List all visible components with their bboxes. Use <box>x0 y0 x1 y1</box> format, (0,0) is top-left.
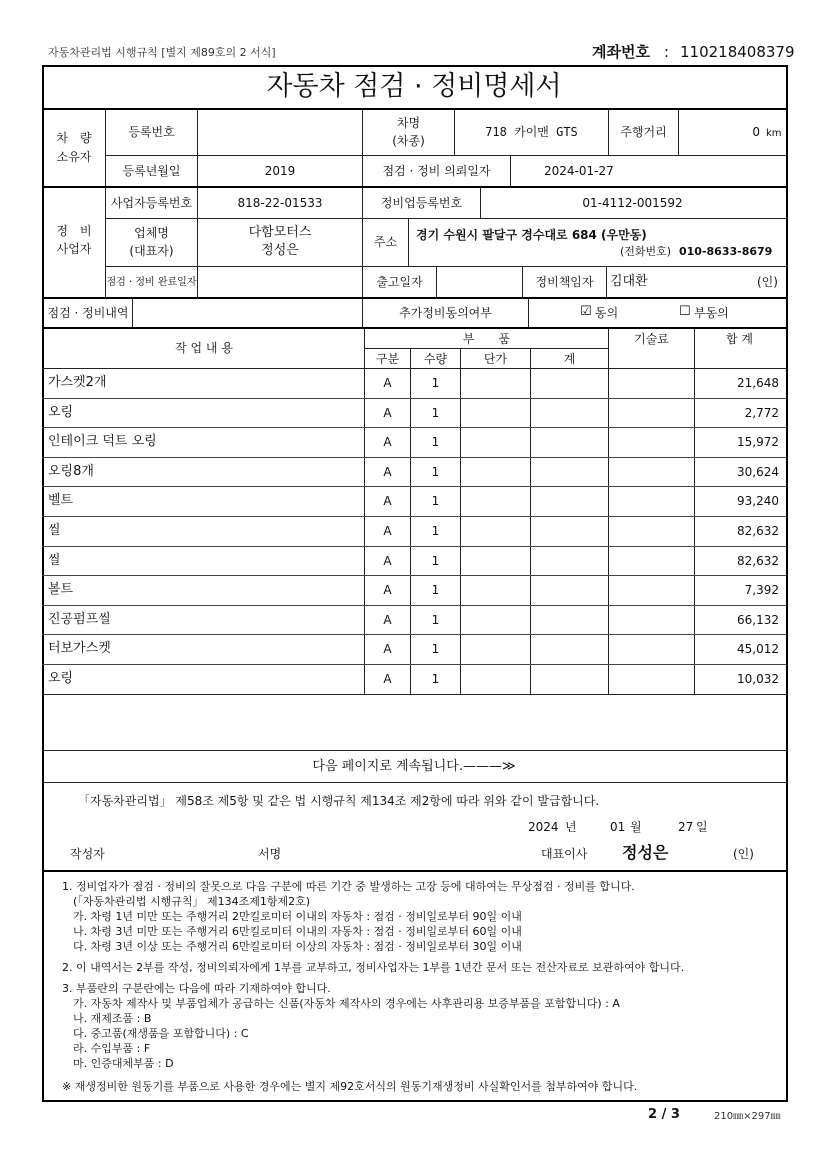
manager-value: 김대환 <box>610 274 648 289</box>
part-type: A <box>383 405 392 420</box>
sign-label: 서명 <box>258 847 282 861</box>
phone-label: (전화번호) <box>620 245 672 258</box>
table-row-divider <box>42 398 786 399</box>
company-name: 다함모터스 <box>248 225 312 240</box>
complete-date-label: 점검 · 정비 완료일자 <box>106 277 197 288</box>
biz-reg-label: 사업자등록번호 <box>110 196 193 210</box>
part-qty: 1 <box>431 435 440 450</box>
car-name-value: 718 카이맨 GTS <box>485 125 578 139</box>
page-title: 자동차 점검 · 정비명세서 <box>266 71 562 102</box>
parts-header: 부 품 <box>462 332 511 346</box>
request-date-label: 점검 · 정비 의뢰일자 <box>382 164 491 178</box>
work-item-name: 진공펌프씰 <box>48 611 111 627</box>
work-item-name: 씰 <box>48 552 61 568</box>
disagree-checkbox-icon[interactable]: ☐ <box>679 304 691 319</box>
car-name-label: 차명 <box>396 116 421 130</box>
part-qty: 1 <box>431 672 440 686</box>
mileage-label: 주행거리 <box>620 125 667 139</box>
reg-year-label: 등록년월일 <box>122 164 181 178</box>
ceo-seal: (인) <box>733 847 754 861</box>
note-line: 라. 수입부품 : F <box>62 1042 151 1055</box>
row-total: 2,772 <box>744 405 779 420</box>
issue-year: 2024 <box>528 820 559 834</box>
note-line: 나. 재제조품 : B <box>62 1012 152 1025</box>
form-basis: 자동차관리법 시행규칙 [별지 제89호의 2 서식] <box>48 46 276 59</box>
table-row-divider <box>42 457 786 458</box>
work-item-name: 오링 <box>48 404 74 420</box>
reg-year-value: 2019 <box>264 164 296 178</box>
total-header: 합 계 <box>726 332 753 346</box>
account-separator: : <box>664 43 670 61</box>
mileage-value: 0 <box>752 125 760 139</box>
part-type: A <box>383 464 392 479</box>
business-section-label: 정 비 <box>56 224 92 238</box>
sub-header-sum: 계 <box>563 352 576 366</box>
note-line: (「자동차관리법 시행규칙」 제134조제1항제2호) <box>62 895 311 908</box>
owner-section-label: 차 량 <box>56 131 92 145</box>
ceo-label: 대표이사 <box>541 847 588 861</box>
table-row-divider <box>42 427 786 428</box>
work-item-name: 가스켓2개 <box>48 375 107 390</box>
row-total: 10,032 <box>737 672 779 686</box>
representative-name: 정성은 <box>261 243 299 258</box>
continue-notice: 다음 페이지로 계속됩니다.———≫ <box>312 759 516 774</box>
table-row-divider <box>42 575 786 576</box>
manager-label: 정비책임자 <box>535 275 594 289</box>
address-value: 경기 수원시 팔달구 경수대로 684 (우만동) <box>416 228 647 242</box>
title-divider <box>42 108 786 110</box>
note-line: 2. 이 내역서는 2부를 작성, 정비의뢰자에게 1부를 교부하고, 정비사업자는 1부를 1년간 문서 또는 전산자료로 보관하여야 합니다. <box>62 961 685 974</box>
note-line: ※ 재생정비한 원동기를 부품으로 사용한 경우에는 별지 제92호서식의 원동기재생정비 사실확인서를 첨부하여야 합니다. <box>62 1080 638 1093</box>
note-line: 다. 중고품(재생품을 포함합니다) : C <box>62 1027 249 1040</box>
row-total: 66,132 <box>737 612 779 627</box>
phone-value: 010-8633-8679 <box>679 245 773 258</box>
note-line: 마. 인증대체부품 : D <box>62 1057 174 1070</box>
issue-month: 01 <box>610 820 626 834</box>
repair-reg-label: 정비업등록번호 <box>380 196 463 210</box>
company-label: 업체명 <box>134 226 169 240</box>
part-type: A <box>383 642 392 657</box>
manager-seal: (인) <box>757 275 778 289</box>
business-section-bottom <box>42 297 786 299</box>
part-type: A <box>383 583 392 598</box>
part-type: A <box>383 524 392 538</box>
ceo-signature: 정성은 <box>622 843 669 862</box>
issue-month-unit: 월 <box>630 820 642 834</box>
part-type: A <box>383 494 392 509</box>
sub-header-type: 구분 <box>375 352 400 366</box>
row-total: 93,240 <box>737 494 779 509</box>
reg-no-label: 등록번호 <box>128 125 175 139</box>
disagree-label: 부동의 <box>694 306 729 320</box>
work-item-name: 오링 <box>48 671 74 686</box>
sub-header-qty: 수량 <box>423 352 448 366</box>
part-qty: 1 <box>431 464 440 479</box>
table-row-divider <box>42 664 786 665</box>
request-date-value: 2024-01-27 <box>544 164 614 178</box>
car-name-label-2: (차종) <box>392 134 425 148</box>
details-label: 점검 · 정비내역 <box>47 306 129 320</box>
issue-day-unit: 일 <box>696 820 708 834</box>
work-header: 작 업 내 용 <box>175 341 233 355</box>
paper-size: 210㎜×297㎜ <box>714 1111 781 1122</box>
note-line: 가. 차령 1년 미만 또는 주행거리 2만킬로미터 이내의 자동차 : 점검 · 정비일로부터 90일 이내 <box>62 910 522 923</box>
part-qty: 1 <box>431 583 440 598</box>
part-type: A <box>383 672 392 686</box>
table-row-divider <box>42 605 786 606</box>
note-line: 1. 정비업자가 점검 · 정비의 잘못으로 다음 구분에 따른 기간 중 발생하는 고장 등에 대하여는 무상점검 · 정비를 합니다. <box>62 880 635 893</box>
writer-label: 작성자 <box>70 847 105 861</box>
account-number: 110218408379 <box>680 43 795 61</box>
sub-header-price: 단가 <box>483 352 508 366</box>
part-qty: 1 <box>431 553 440 568</box>
work-item-name: 터보가스켓 <box>48 641 111 657</box>
work-item-name: 볼트 <box>48 582 74 598</box>
account-label: 계좌번호 <box>592 43 650 61</box>
row-total: 15,972 <box>737 435 779 450</box>
owner-section-label-2: 소유자 <box>56 150 92 164</box>
table-row-divider <box>42 546 786 547</box>
issue-day: 27 <box>678 820 694 834</box>
note-line: 3. 부품란의 구분란에는 다음에 따라 기재하여야 합니다. <box>62 982 331 995</box>
agree-checkbox-icon[interactable]: ☑ <box>580 304 592 319</box>
note-line: 가. 자동차 제작사 및 부품업체가 공급하는 신품(자동차 제작사의 경우에는 사후관리용 보증부품을 포함합니다) : A <box>62 997 620 1010</box>
part-type: A <box>383 376 392 390</box>
work-item-name: 씰 <box>48 523 61 538</box>
owner-section-bottom <box>42 186 786 188</box>
legal-statement: 「자동차관리법」 제58조 제5항 및 같은 법 시행규칙 제134조 제2항에 따라 위와 같이 발급합니다. <box>78 794 600 808</box>
company-label-2: (대표자) <box>129 244 174 258</box>
agree-label: 동의 <box>595 306 619 320</box>
table-row-divider <box>42 486 786 487</box>
table-row-divider <box>42 634 786 635</box>
work-item-name: 벨트 <box>48 493 74 509</box>
part-qty: 1 <box>431 642 440 657</box>
owner-row-divider <box>105 155 786 156</box>
business-section-label-2: 사업자 <box>56 242 92 256</box>
part-qty: 1 <box>431 405 440 420</box>
table-row-divider <box>42 516 786 517</box>
issue-year-unit: 년 <box>565 820 577 834</box>
row-total: 30,624 <box>737 464 779 479</box>
work-item-name: 인테이크 덕트 오링 <box>48 434 157 450</box>
tech-fee-header: 기술료 <box>634 332 669 346</box>
part-type: A <box>383 435 392 450</box>
mileage-unit: km <box>766 128 782 139</box>
biz-reg-value: 818-22-01533 <box>237 196 323 210</box>
address-label: 주소 <box>373 235 398 249</box>
row-total: 21,648 <box>737 376 779 390</box>
part-qty: 1 <box>431 494 440 509</box>
work-item-name: 오링8개 <box>48 463 94 479</box>
consent-label: 추가정비동의여부 <box>399 306 492 320</box>
repair-reg-value: 01-4112-001592 <box>582 196 683 210</box>
part-qty: 1 <box>431 612 440 627</box>
row-total: 82,632 <box>737 524 779 538</box>
part-qty: 1 <box>431 376 440 390</box>
note-line: 다. 차령 3년 이상 또는 주행거리 6만킬로미터 이상의 자동차 : 점검 · 정비일로부터 30일 이내 <box>62 940 522 953</box>
part-type: A <box>383 612 392 627</box>
row-total: 45,012 <box>737 642 779 657</box>
row-total: 82,632 <box>737 553 779 568</box>
page-number: 2 / 3 <box>648 1107 680 1122</box>
row-total: 7,392 <box>744 583 779 598</box>
part-type: A <box>383 553 392 568</box>
part-qty: 1 <box>431 524 440 538</box>
release-date-label: 출고일자 <box>376 275 423 289</box>
note-line: 나. 차령 3년 미만 또는 주행거리 6만킬로미터 이내의 자동차 : 점검 · 정비일로부터 60일 이내 <box>62 925 522 938</box>
